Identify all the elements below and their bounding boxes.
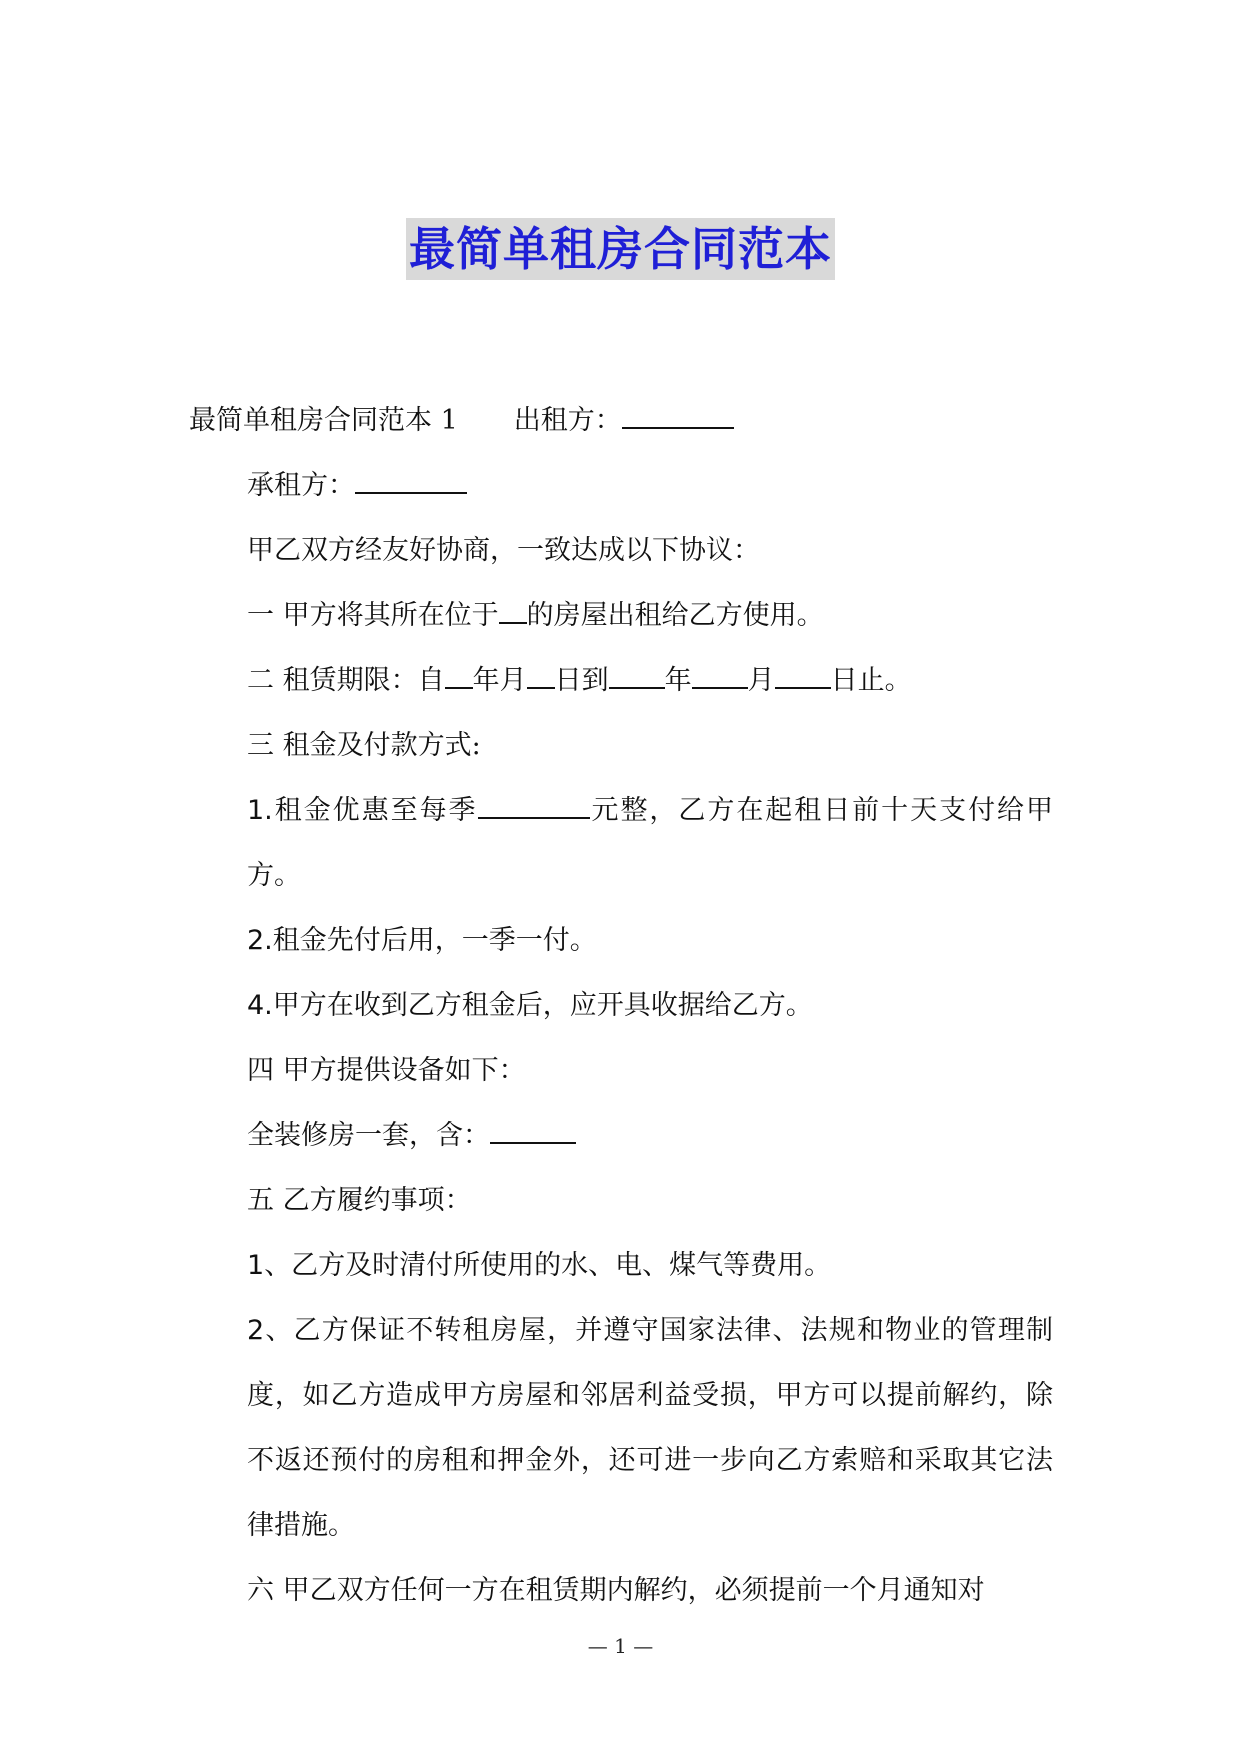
- start-year-blank: [445, 665, 473, 689]
- clause-4-item: [189, 1103, 1053, 1168]
- intro-paragraph: 甲乙双方经友好协商，一致达成以下协议：: [247, 535, 760, 566]
- document-body: [189, 388, 1053, 1623]
- clause-2-text-c: 日到: [554, 665, 609, 696]
- clause-5-2-number: 2: [247, 1315, 265, 1346]
- contract-heading: 最简单租房合同范本 1: [189, 405, 458, 436]
- tenant-line: [189, 453, 1053, 518]
- clause-2-text-d: 年: [664, 665, 692, 696]
- clause-3-2: [189, 908, 1053, 973]
- clause-2-text-e: 月: [747, 665, 775, 696]
- clause-5-1-text: 、乙方及时清付所使用的水、电、煤气等费用。: [264, 1250, 832, 1281]
- clause-5-2-text: 、乙方保证不转租房屋，并遵守国家法律、法规和物业的管理制度，如乙方造成甲方房屋和邻居利益受损，甲方可以提前解约，除不返还预付的房租和押金外，还可进一步向乙方索赔和采取其它法律措施。: [247, 1315, 1053, 1541]
- clause-3-4-text: 甲方在收到乙方租金后，应开具收据给乙方。: [272, 990, 813, 1021]
- clause-3-1-text-b: 元整，乙方在起租日前十天支付给甲方。: [247, 795, 1054, 891]
- clause-4: 四 甲方提供设备如下：: [247, 1055, 526, 1086]
- landlord-label: 出租方：: [513, 405, 622, 436]
- clause-3-1: [189, 778, 1053, 908]
- clause-3-2-text: 租金先付后用，一季一付。: [272, 925, 597, 956]
- clause-3-4: [189, 973, 1053, 1038]
- clause-2-text-a: 二 租赁期限：自: [247, 665, 445, 696]
- rent-amount-blank: [478, 795, 590, 819]
- document-title: 最简单租房合同范本: [406, 218, 835, 280]
- landlord-line: [189, 388, 1053, 453]
- title-wrap: [0, 218, 1241, 280]
- clause-5: 五 乙方履约事项：: [247, 1185, 472, 1216]
- clause-6: 六 甲乙双方任何一方在租赁期内解约，必须提前一个月通知对: [247, 1575, 985, 1606]
- clause-2-text-b: 年月: [472, 665, 527, 696]
- end-day-blank: [775, 665, 831, 689]
- clause-2-text-f: 日止。: [830, 665, 912, 696]
- clause-3-2-number: 2.: [247, 925, 273, 956]
- tenant-blank: [355, 470, 467, 494]
- landlord-blank: [622, 405, 734, 429]
- start-day-blank: [527, 665, 555, 689]
- clause-1-text-b: 的房屋出租给乙方使用。: [526, 600, 824, 631]
- location-blank: [499, 600, 527, 624]
- clause-5-1: [189, 1233, 1053, 1298]
- end-month-blank: [692, 665, 748, 689]
- clause-4-item-text: 全装修房一套，含：: [247, 1120, 490, 1151]
- clause-1: [189, 583, 1053, 648]
- clause-5-1-number: 1: [247, 1250, 265, 1281]
- page-number: — 1 —: [587, 1634, 654, 1658]
- equipment-blank: [490, 1120, 576, 1144]
- clause-3-4-number: 4.: [247, 990, 273, 1021]
- clause-3: 三 租金及付款方式:: [247, 730, 481, 761]
- clause-5-2: [189, 1298, 1053, 1558]
- clause-3-1-number: 1.: [247, 795, 273, 826]
- end-year-blank: [609, 665, 665, 689]
- clause-3-1-text-a: 租金优惠至每季: [272, 795, 478, 826]
- clause-1-text-a: 一 甲方将其所在位于: [247, 600, 499, 631]
- tenant-label: 承租方：: [247, 470, 355, 501]
- clause-2: [189, 648, 1053, 713]
